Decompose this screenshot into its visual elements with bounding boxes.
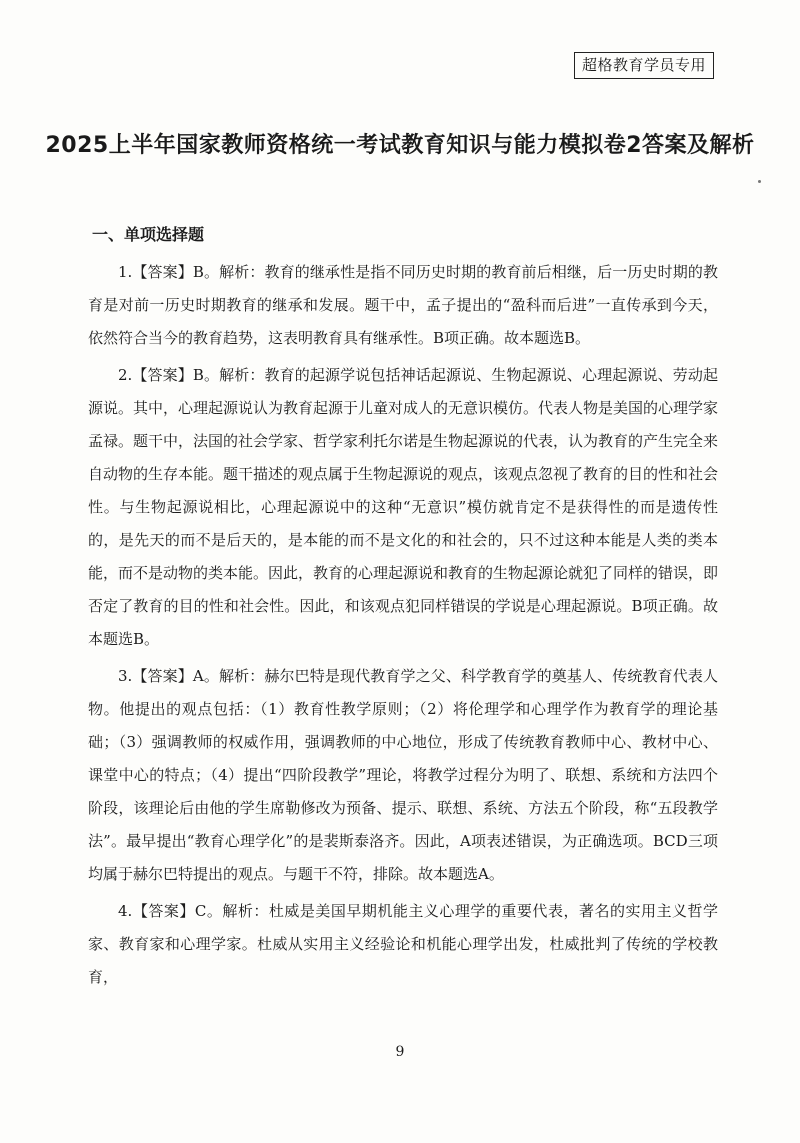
answer-paragraph-1: 1.【答案】B。解析：教育的继承性是指不同历史时期的教育前后相继，后一历史时期的教育是对前一历史时期教育的继承和发展。题干中，孟子提出的“盈科而后进”一直传承到今天，依然符合当今的教育趋势，这表明教育具有继承性。B项正确。故本题选B。: [88, 263, 718, 347]
answer-paragraph-3: 3.【答案】A。解析：赫尔巴特是现代教育学之父、科学教育学的奠基人、传统教育代表人物。他提出的观点包括：（1）教育性教学原则；（2）将伦理学和心理学作为教育学的理论基础；（3）强调教师的权威作用，强调教师的中心地位，形成了传统教育教师中心、教材中心、课堂中心的特点；（4）提出“四阶段教学”理论，将教学过程分为明了、联想、系统和方法四个阶段，该理论后由他的学生席勒修改为预备、提示、联想、系统、方法五个阶段，称“五段教学法”。最早提出“教育心理学化”的是裴斯泰洛齐。因此，A项表述错误，为正确选项。BCD三项均属于赫尔巴特提出的观点。与题干不符，排除。故本题选A。: [88, 667, 718, 883]
scan-speck: [758, 180, 761, 183]
section-heading: 一、单项选择题: [92, 225, 205, 244]
header-stamp: 超格教育学员专用: [574, 52, 714, 79]
page-number: 9: [395, 1044, 405, 1060]
answer-paragraph-4: 4.【答案】C。解析：杜威是美国早期机能主义心理学的重要代表，著名的实用主义哲学家、教育家和心理学家。杜威从实用主义经验论和机能心理学出发，杜威批判了传统的学校教育，: [88, 902, 718, 986]
answer-paragraph-2: 2.【答案】B。解析：教育的起源学说包括神话起源说、生物起源说、心理起源说、劳动起源说。其中，心理起源说认为教育起源于儿童对成人的无意识模仿。代表人物是美国的心理学家孟禄。题干中，法国的社会学家、哲学家利托尔诺是生物起源说的代表，认为教育的产生完全来自动物的生存本能。题干描述的观点属于生物起源说的观点，该观点忽视了教育的目的性和社会性。与生物起源说相比，心理起源说中的这种“无意识”模仿就肯定不是获得性的而是遗传性的，是先天的而不是后天的，是本能的而不是文化的和社会的，只不过这种本能是人类的类本能，而不是动物的类本能。因此，教育的心理起源说和教育的生物起源论就犯了同样的错误，即否定了教育的目的性和社会性。因此，和该观点犯同样错误的学说是心理起源说。B项正确。故本题选B。: [88, 366, 719, 648]
answer-body: [88, 256, 718, 998]
page-title: 2025上半年国家教师资格统一考试教育知识与能力模拟卷2答案及解析: [45, 133, 755, 158]
